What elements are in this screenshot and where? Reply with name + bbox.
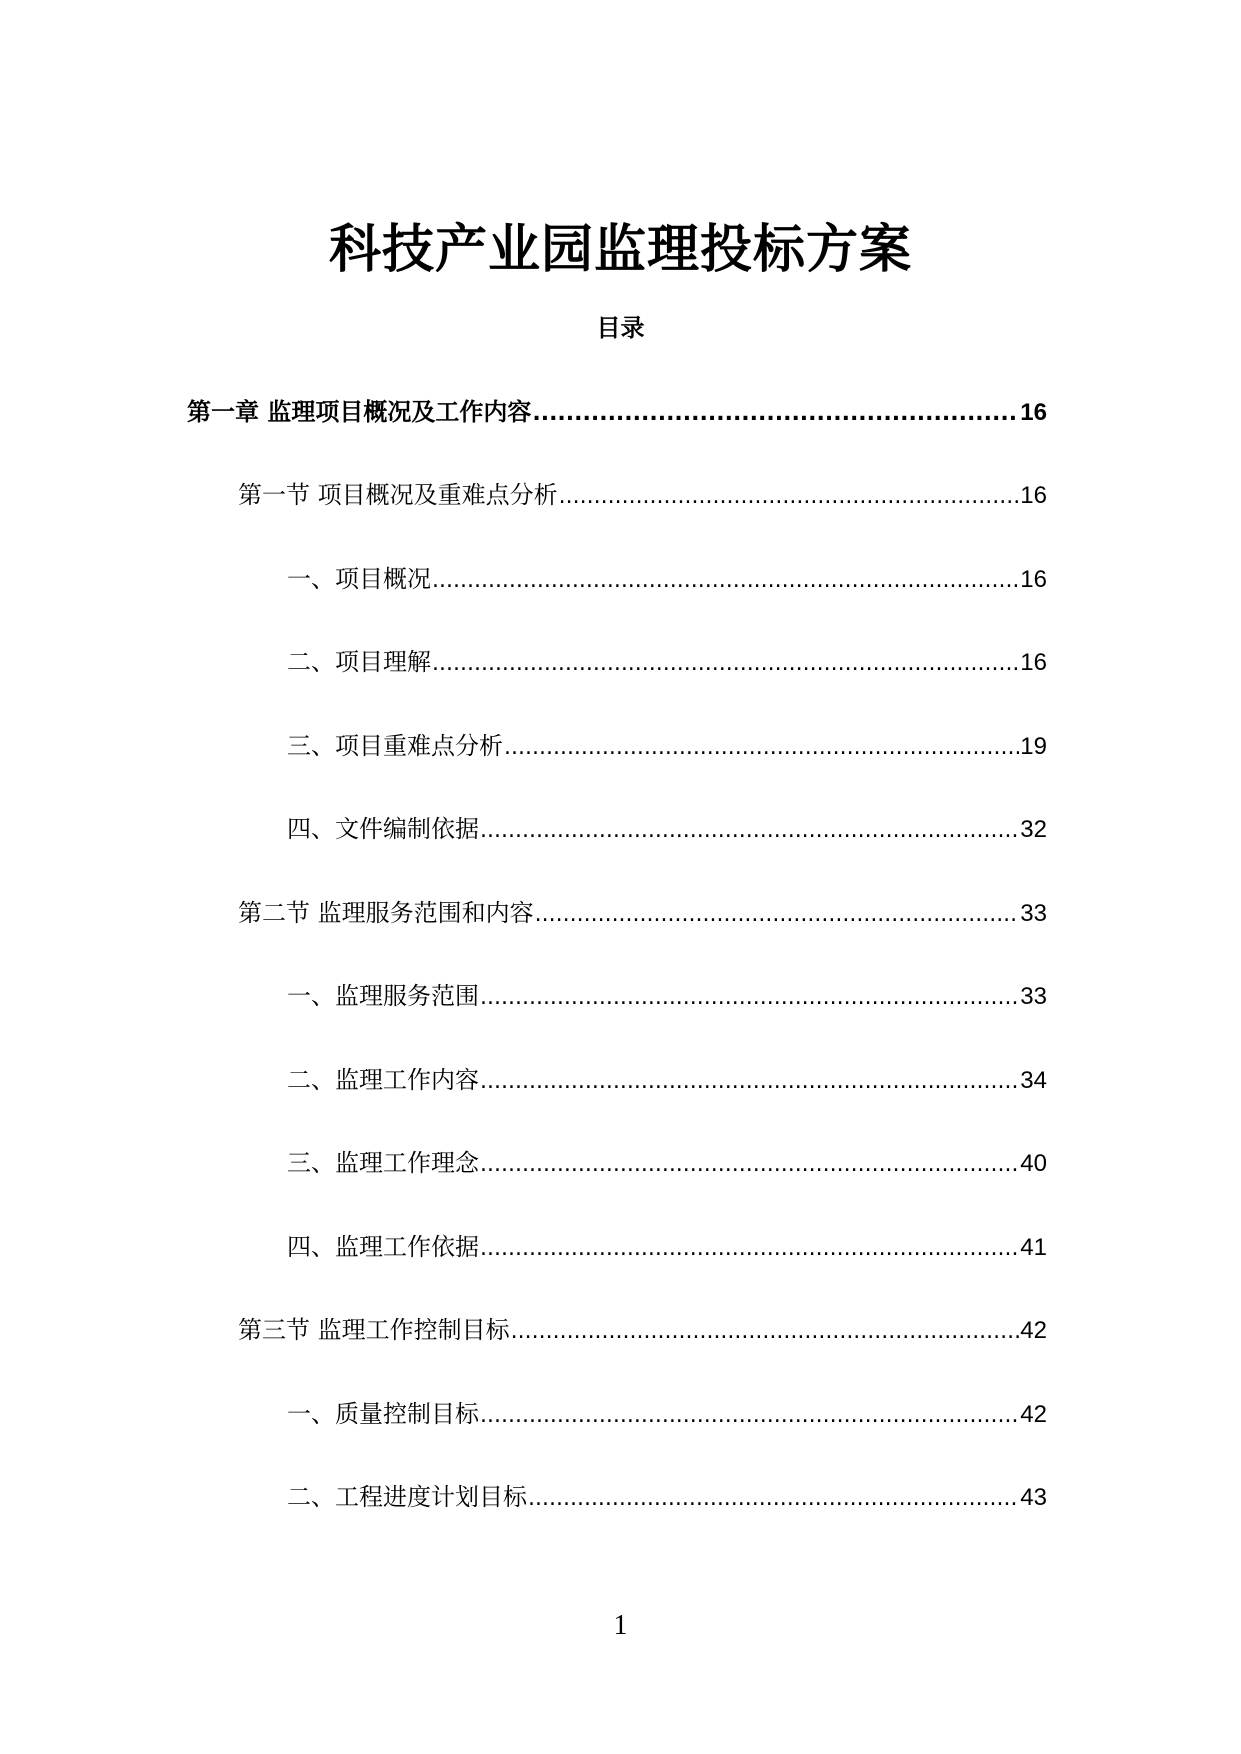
toc-entry-section-2[interactable]: [238, 897, 1047, 929]
toc-entry-item[interactable]: [287, 1147, 1047, 1179]
toc-entry-item[interactable]: [287, 980, 1047, 1012]
toc-dot-leader: [535, 899, 1020, 931]
toc-entry-item[interactable]: [287, 563, 1047, 595]
toc-entry-item[interactable]: [287, 730, 1047, 762]
toc-entry-page: 33: [1020, 983, 1047, 1010]
toc-entry-chapter-1[interactable]: [187, 396, 1047, 428]
toc-entry-page: 16: [1020, 399, 1047, 426]
document-title: 科技产业园监理投标方案: [328, 219, 912, 280]
toc-entry-item[interactable]: [287, 1398, 1047, 1430]
toc-entry-page: 33: [1020, 900, 1047, 927]
toc-entry-label: 一、质量控制目标: [287, 1400, 479, 1428]
toc-entry-label: 二、监理工作内容: [287, 1066, 479, 1094]
toc-entry-label: 二、项目理解: [287, 648, 431, 676]
toc-dot-leader: [480, 1400, 1019, 1432]
toc-entry-item[interactable]: [287, 1064, 1047, 1096]
toc-entry-page: 16: [1020, 482, 1047, 509]
toc-entry-page: 16: [1020, 649, 1047, 676]
toc-entry-item[interactable]: [287, 646, 1047, 678]
toc-entry-label: 四、文件编制依据: [287, 815, 479, 843]
toc-entry-label: 三、监理工作理念: [287, 1149, 479, 1177]
toc-entry-page: 41: [1020, 1234, 1047, 1261]
toc-dot-leader: [432, 648, 1019, 680]
toc-entry-label: 第二节 监理服务范围和内容: [238, 899, 534, 927]
toc-dot-leader: [432, 565, 1019, 597]
toc-entry-section-3[interactable]: [238, 1314, 1047, 1346]
toc-dot-leader: [480, 1066, 1019, 1098]
toc-entry-label: 第三节 监理工作控制目标: [238, 1316, 510, 1344]
toc-entry-section-1[interactable]: [238, 479, 1047, 511]
toc-dot-leader: [511, 1316, 1020, 1348]
toc-entry-page: 16: [1020, 566, 1047, 593]
toc-heading: 目录: [596, 314, 645, 342]
toc-entry-label: 一、监理服务范围: [287, 982, 479, 1010]
toc-dot-leader: [480, 982, 1019, 1014]
toc-dot-leader: [480, 815, 1019, 847]
toc-entry-page: 43: [1020, 1484, 1047, 1511]
toc-dot-leader: [480, 1149, 1019, 1181]
toc-entry-page: 19: [1020, 733, 1047, 760]
toc-entry-page: 40: [1020, 1150, 1047, 1177]
toc-entry-page: 32: [1020, 816, 1047, 843]
toc-entry-page: 42: [1020, 1401, 1047, 1428]
page-number: 1: [613, 1610, 628, 1641]
toc-entry-label: 四、监理工作依据: [287, 1233, 479, 1261]
toc-dot-leader: [504, 732, 1019, 764]
toc-entry-label: 三、项目重难点分析: [287, 732, 503, 760]
toc-entry-label: 二、工程进度计划目标: [287, 1483, 527, 1511]
toc-dot-leader: [528, 1483, 1019, 1515]
toc-entry-item[interactable]: [287, 1481, 1047, 1513]
toc-entry-item[interactable]: [287, 1231, 1047, 1263]
toc-dot-leader: [532, 398, 1019, 430]
toc-dot-leader: [480, 1233, 1019, 1265]
toc-dot-leader: [559, 481, 1020, 513]
toc-entry-label: 一、项目概况: [287, 565, 431, 593]
toc-entry-page: 42: [1020, 1317, 1047, 1344]
toc-entry-label: 第一章 监理项目概况及工作内容: [187, 398, 532, 426]
toc-entry-label: 第一节 项目概况及重难点分析: [238, 481, 558, 509]
toc-entry-page: 34: [1020, 1067, 1047, 1094]
toc-entry-item[interactable]: [287, 813, 1047, 845]
